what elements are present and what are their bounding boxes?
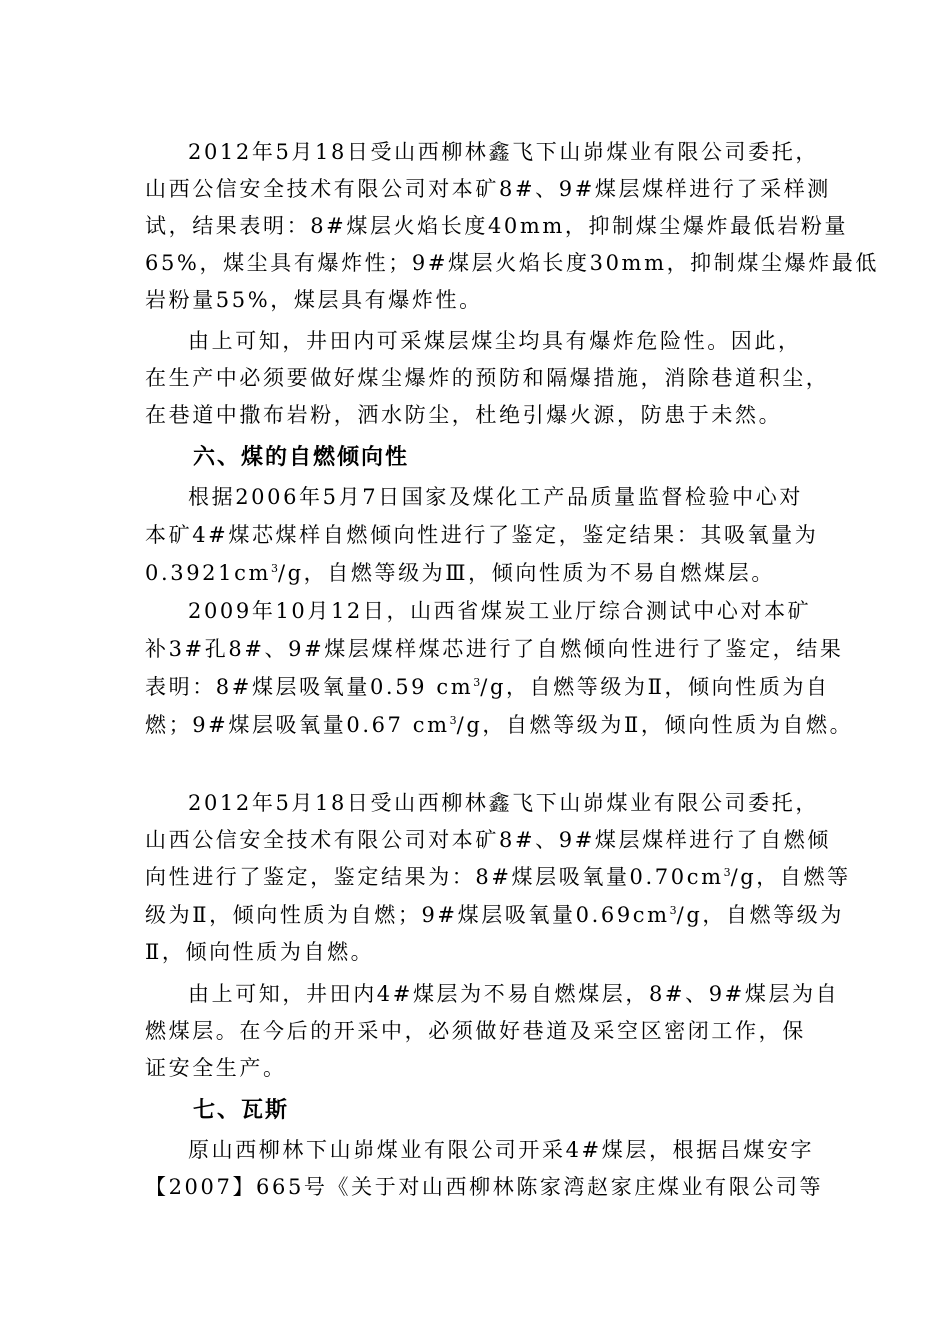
superscript: 3 — [270, 562, 278, 575]
text-run: 级为Ⅱ，倾向性质为自燃；9#煤层吸氧量0.69cm — [145, 903, 670, 927]
text-line: 本矿4#煤芯煤样自燃倾向性进行了鉴定，鉴定结果：其吸氧量为 — [145, 523, 819, 547]
text-run: /g，自燃等级为Ⅱ，倾向性质为自 — [480, 675, 830, 699]
superscript: 3 — [669, 904, 677, 917]
text-line: Ⅱ，倾向性质为自燃。 — [145, 940, 375, 964]
text-line: 【2007】665号《关于对山西柳林陈家湾赵家庄煤业有限公司等 — [145, 1175, 824, 1199]
text-line: 2009年10月12日，山西省煤炭工业厅综合测试中心对本矿 — [188, 599, 812, 623]
text-line: 证安全生产。 — [145, 1056, 287, 1080]
text-line — [145, 859, 851, 895]
text-line: 根据2006年5月7日国家及煤化工产品质量监督检验中心对 — [188, 485, 803, 509]
text-line: 在生产中必须要做好煤尘爆炸的预防和隔爆措施，消除巷道积尘， — [145, 366, 830, 390]
text-line: 补3#孔8#、9#煤层煤样煤芯进行了自燃倾向性进行了鉴定，结果 — [145, 637, 844, 661]
text-line: 由上可知，井田内可采煤层煤尘均具有爆炸危险性。因此， — [188, 329, 802, 353]
text-run: /g，自燃等级为Ⅱ，倾向性质为自燃。 — [456, 713, 854, 737]
text-line: 试，结果表明：8#煤层火焰长度40mm，抑制煤尘爆炸最低岩粉量 — [145, 214, 849, 238]
text-run: /g，自燃等级为 — [676, 903, 844, 927]
text-line: 由上可知，井田内4#煤层为不易自燃煤层，8#、9#煤层为自 — [188, 982, 840, 1006]
text-line: 65%，煤尘具有爆炸性；9#煤层火焰长度30mm，抑制煤尘爆炸最低 — [145, 251, 879, 275]
text-run: 向性进行了鉴定，鉴定结果为：8#煤层吸氧量0.70cm — [145, 865, 724, 889]
text-line — [145, 555, 815, 591]
superscript: 3 — [473, 676, 481, 689]
text-line — [145, 669, 830, 705]
text-run: 表明：8#煤层吸氧量0.59 cm — [145, 675, 474, 699]
text-line: 在巷道中撒布岩粉，洒水防尘，杜绝引爆火源，防患于未然。 — [145, 403, 783, 427]
superscript: 3 — [449, 714, 457, 727]
text-line: 原山西柳林下山峁煤业有限公司开采4#煤层，根据吕煤安字 — [188, 1138, 815, 1162]
text-line: 岩粉量55%，煤层具有爆炸性。 — [145, 288, 483, 312]
text-line: 山西公信安全技术有限公司对本矿8#、9#煤层煤样进行了自燃倾 — [145, 828, 831, 852]
text-run: /g，自燃等级为Ⅲ，倾向性质为不易自燃煤层。 — [277, 561, 775, 585]
section-heading: 七、瓦斯 — [193, 1098, 290, 1123]
text-run: /g，自燃等 — [730, 865, 851, 889]
text-line — [145, 707, 854, 743]
text-line — [145, 897, 844, 933]
text-line: 2012年5月18日受山西柳林鑫飞下山峁煤业有限公司委托， — [188, 791, 819, 815]
text-run: 0.3921cm — [145, 561, 271, 585]
superscript: 3 — [723, 866, 731, 879]
text-run: 燃；9#煤层吸氧量0.67 cm — [145, 713, 450, 737]
text-line: 山西公信安全技术有限公司对本矿8#、9#煤层煤样进行了采样测 — [145, 177, 831, 201]
section-heading: 六、煤的自燃倾向性 — [193, 445, 410, 470]
text-line: 燃煤层。在今后的开采中，必须做好巷道及采空区密闭工作，保 — [145, 1019, 806, 1043]
text-line: 2012年5月18日受山西柳林鑫飞下山峁煤业有限公司委托， — [188, 140, 819, 164]
